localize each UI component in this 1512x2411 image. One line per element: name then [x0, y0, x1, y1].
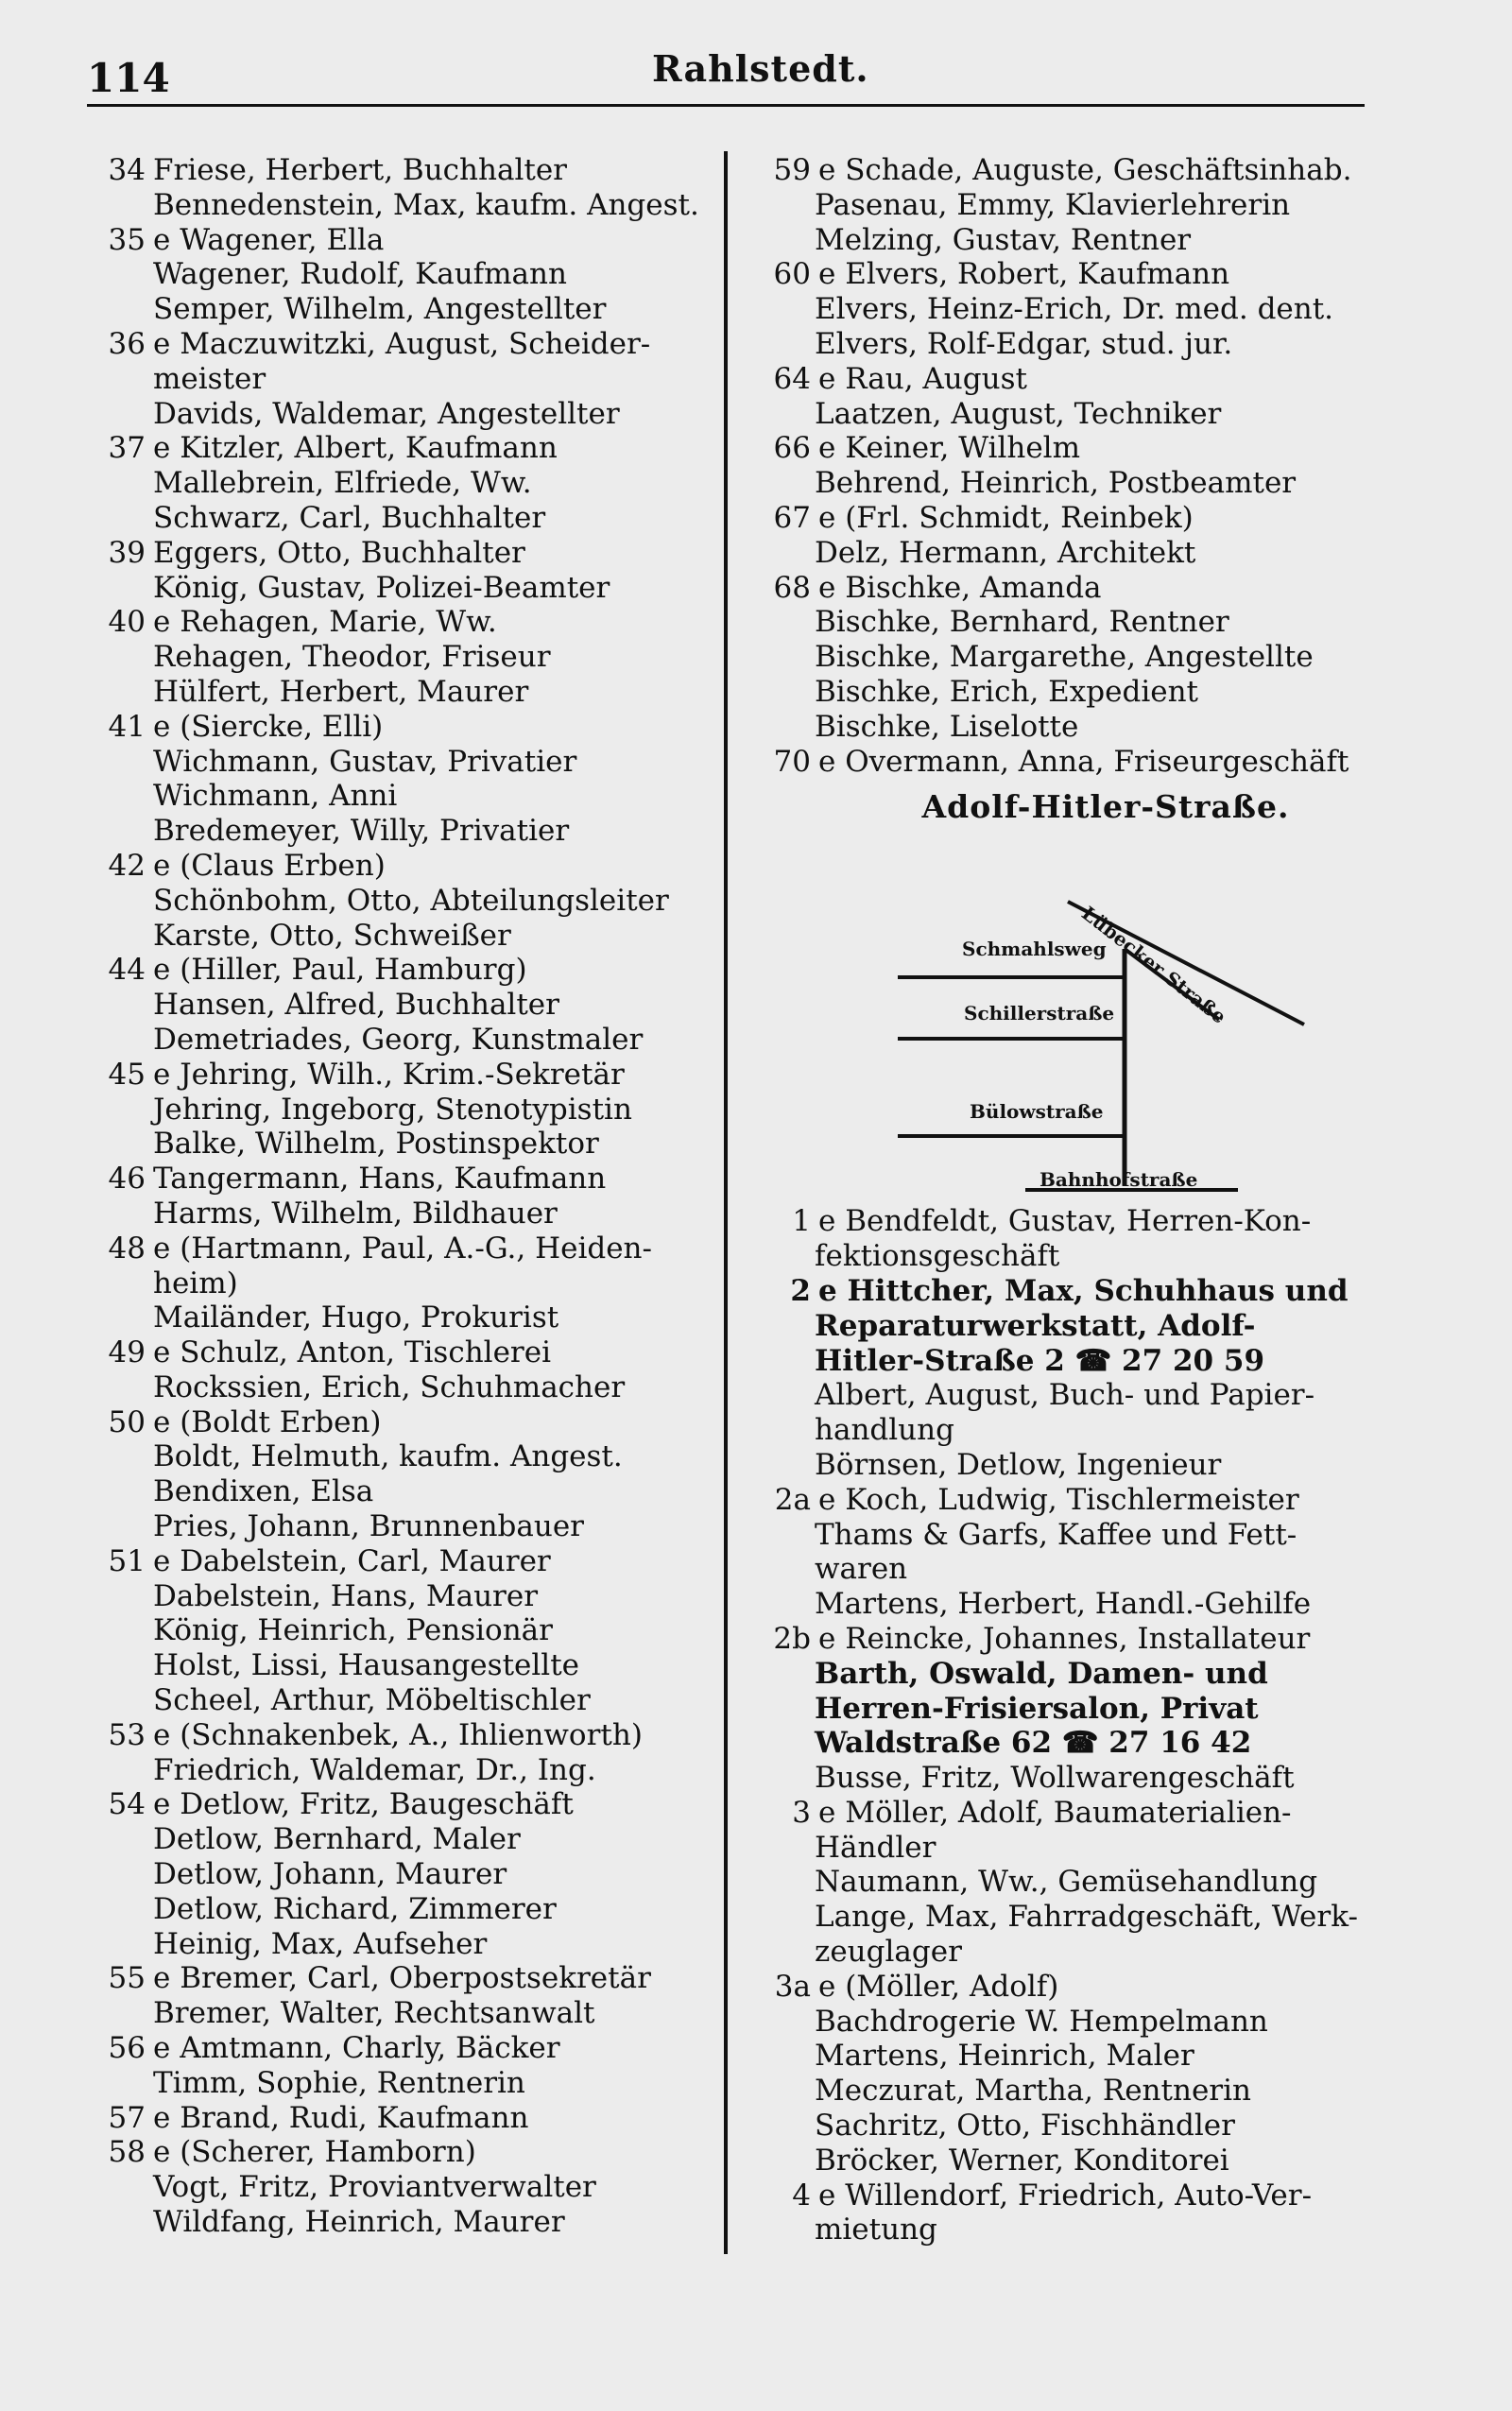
directory-entry-line	[756, 1622, 1418, 1657]
directory-entry-line	[94, 1405, 718, 1440]
entry-text: Mailänder, Hugo, Prokurist	[153, 1300, 559, 1335]
entry-text: Lange, Max, Fahrradgeschäft, Werk-	[815, 1900, 1358, 1935]
directory-entry-line	[94, 223, 718, 258]
entry-text: Vogt, Fritz, Proviantverwalter	[153, 2170, 596, 2205]
directory-entry-line	[756, 536, 1418, 571]
entry-text: Friese, Herbert, Buchhalter	[153, 153, 567, 187]
directory-entry-line	[94, 1857, 718, 1892]
entry-text: Schönbohm, Otto, Abteilungsleiter	[153, 883, 669, 918]
entry-text: Herren-Frisiersalon, Privat	[815, 1691, 1259, 1726]
house-number: 57	[108, 2100, 146, 2135]
entry-text: e Bendfeldt, Gustav, Herren-Kon-	[818, 1204, 1312, 1239]
house-number: 34	[108, 153, 146, 187]
directory-entry-line	[94, 1335, 718, 1370]
entry-text: Hülfert, Herbert, Maurer	[153, 674, 529, 709]
directory-entry-line	[94, 1718, 718, 1753]
entry-text: e Koch, Ludwig, Tischlermeister	[818, 1482, 1299, 1517]
house-number: 60	[773, 257, 811, 292]
directory-entry-line	[756, 188, 1418, 223]
entry-text: zeuglager	[815, 1935, 962, 1970]
directory-entry-line	[94, 536, 718, 571]
entry-text: mietung	[815, 2213, 937, 2247]
entry-text: Naumann, Ww., Gemüsehandlung	[815, 1865, 1318, 1900]
directory-entry-line	[94, 2205, 718, 2240]
house-number: 46	[108, 1162, 146, 1197]
directory-entry-line	[756, 1761, 1418, 1796]
entry-text: e Schade, Auguste, Geschäftsinhab.	[818, 153, 1352, 187]
entry-text: Bischke, Bernhard, Rentner	[815, 605, 1229, 640]
entry-text: e (Siercke, Elli)	[153, 709, 384, 744]
entry-text: Barth, Oswald, Damen- und	[815, 1656, 1268, 1691]
directory-entry-line	[94, 257, 718, 292]
street-map	[794, 835, 1399, 1204]
right-column	[756, 153, 1418, 2247]
house-number: 1	[792, 1204, 811, 1239]
house-number: 4	[792, 2178, 811, 2213]
directory-entry-line	[94, 2170, 718, 2205]
entry-text: Davids, Waldemar, Angestellter	[153, 396, 620, 431]
entry-text: Detlow, Richard, Zimmerer	[153, 1891, 557, 1926]
entry-text: Behrend, Heinrich, Postbeamter	[815, 466, 1297, 501]
directory-entry-line	[94, 1370, 718, 1405]
directory-entry-line	[94, 292, 718, 327]
house-number: 3	[792, 1795, 811, 1830]
entry-text: Bennedenstein, Max, kaufm. Angest.	[153, 187, 699, 222]
entry-text: e Rau, August	[818, 361, 1027, 396]
directory-entry-line	[94, 501, 718, 536]
entry-text: Bischke, Liselotte	[815, 709, 1079, 744]
directory-entry-line	[94, 2135, 718, 2170]
directory-entry-line	[94, 1439, 718, 1474]
directory-entry-line	[756, 2213, 1418, 2247]
directory-entry-line	[756, 327, 1418, 362]
directory-entry-line	[94, 1197, 718, 1231]
entry-text: e Detlow, Fritz, Baugeschäft	[153, 1787, 574, 1822]
entry-text: König, Gustav, Polizei-Beamter	[153, 570, 610, 605]
entry-text: Balke, Wilhelm, Postinspektor	[153, 1127, 599, 1162]
directory-entry-line	[756, 1796, 1418, 1831]
house-number: 54	[108, 1787, 146, 1822]
directory-entry-line	[756, 1935, 1418, 1970]
entry-text: Mallebrein, Elfriede, Ww.	[153, 466, 532, 501]
page-title: Rahlstedt.	[652, 47, 869, 90]
house-number: 3a	[774, 1969, 811, 2004]
entry-text: Bendixen, Elsa	[153, 1474, 374, 1509]
house-number: 70	[773, 744, 811, 779]
map-label-schmahlsweg: Schmahlsweg	[962, 938, 1107, 961]
directory-entry-line	[94, 1927, 718, 1962]
entry-text: Detlow, Johann, Maurer	[153, 1857, 507, 1892]
directory-entry-line	[756, 605, 1418, 640]
entry-text: Harms, Wilhelm, Bildhauer	[153, 1196, 558, 1231]
entry-text: Sachritz, Otto, Fischhändler	[815, 2109, 1235, 2144]
entry-text: Rehagen, Theodor, Friseur	[153, 640, 551, 675]
entry-text: König, Heinrich, Pensionär	[153, 1613, 553, 1648]
house-number: 49	[108, 1335, 146, 1370]
entry-text: Martens, Heinrich, Maler	[815, 2039, 1194, 2074]
entry-text: e Jehring, Wilh., Krim.-Sekretär	[153, 1057, 625, 1092]
entry-text: e Möller, Adolf, Baumaterialien-	[818, 1795, 1292, 1830]
right-column-bottom-entries	[756, 1204, 1418, 2247]
entry-text: Elvers, Rolf-Edgar, stud. jur.	[815, 326, 1233, 361]
entry-text: Waldstraße 62 ☎ 27 16 42	[815, 1726, 1252, 1761]
house-number: 39	[108, 535, 146, 570]
entry-text: handlung	[815, 1413, 954, 1448]
entry-text: Wichmann, Gustav, Privatier	[153, 744, 577, 779]
directory-entry-line	[756, 1448, 1418, 1483]
house-number: 36	[108, 326, 146, 361]
entry-text: Börnsen, Detlow, Ingenieur	[815, 1447, 1222, 1482]
house-number: 64	[773, 361, 811, 396]
house-number: 48	[108, 1231, 146, 1266]
directory-entry-line	[94, 397, 718, 432]
entry-text: Hansen, Alfred, Buchhalter	[153, 988, 559, 1023]
house-number: 55	[108, 1961, 146, 1996]
entry-text: Bredemeyer, Willy, Privatier	[153, 814, 570, 849]
entry-text: Dabelstein, Hans, Maurer	[153, 1578, 539, 1613]
entry-text: e Hittcher, Max, Schuhhaus und	[818, 1273, 1349, 1308]
directory-entry-line	[756, 2039, 1418, 2074]
directory-entry-line	[94, 1787, 718, 1822]
directory-entry-line	[94, 1822, 718, 1857]
entry-text: Bischke, Margarethe, Angestellte	[815, 640, 1314, 675]
directory-entry-line	[94, 1162, 718, 1197]
entry-text: e Rehagen, Marie, Ww.	[153, 605, 497, 640]
entry-text: e Maczuwitzki, August, Scheider-	[153, 326, 651, 361]
entry-text: Meczurat, Martha, Rentnerin	[815, 2074, 1251, 2109]
entry-text: Rockssien, Erich, Schuhmacher	[153, 1369, 626, 1404]
entry-text: e Wagener, Ella	[153, 222, 385, 257]
house-number: 58	[108, 2135, 146, 2170]
entry-text: Bischke, Erich, Expedient	[815, 674, 1198, 709]
entry-text: Händler	[815, 1830, 936, 1865]
entry-text: heim)	[153, 1266, 238, 1300]
entry-text: e (Hiller, Paul, Hamburg)	[153, 953, 527, 988]
directory-entry-line	[94, 1648, 718, 1683]
directory-entry-line	[756, 1239, 1418, 1274]
house-number: 45	[108, 1057, 146, 1092]
directory-entry-line	[94, 953, 718, 988]
entry-text: Hitler-Straße 2 ☎ 27 20 59	[815, 1343, 1265, 1378]
directory-entry-line	[756, 1309, 1418, 1344]
directory-entry-line	[756, 2109, 1418, 2144]
directory-entry-line	[94, 814, 718, 849]
house-number: 2b	[773, 1621, 811, 1656]
directory-entry-line	[756, 501, 1418, 536]
directory-entry-line	[756, 1204, 1418, 1239]
directory-entry-line	[94, 1892, 718, 1927]
entry-text: e (Hartmann, Paul, A.-G., Heiden-	[153, 1231, 652, 1266]
entry-text: Martens, Herbert, Handl.-Gehilfe	[815, 1587, 1312, 1622]
directory-entry-line	[94, 1996, 718, 2031]
entry-text: Demetriades, Georg, Kunstmaler	[153, 1022, 644, 1057]
directory-entry-line	[94, 675, 718, 710]
directory-entry-line	[94, 571, 718, 606]
entry-text: Thams & Garfs, Kaffee und Fett-	[815, 1517, 1297, 1552]
map-label-bahnhofstrasse: Bahnhofstraße	[1040, 1168, 1198, 1192]
directory-entry-line	[756, 1970, 1418, 2005]
directory-entry-line	[756, 1518, 1418, 1553]
entry-text: Wagener, Rudolf, Kaufmann	[153, 257, 567, 292]
street-heading: Adolf-Hitler-Straße.	[921, 788, 1290, 826]
directory-entry-line	[94, 1266, 718, 1301]
house-number: 2a	[774, 1482, 811, 1517]
house-number: 56	[108, 2031, 146, 2066]
entry-text: Wildfang, Heinrich, Maurer	[153, 2205, 565, 2240]
house-number: 50	[108, 1404, 146, 1439]
map-label-buelowstrasse: Bülowstraße	[970, 1100, 1104, 1124]
entry-text: e Elvers, Robert, Kaufmann	[818, 257, 1230, 292]
entry-text: Bachdrogerie W. Hempelmann	[815, 2004, 1268, 2039]
entry-text: e (Claus Erben)	[153, 848, 386, 883]
entry-text: e (Möller, Adolf)	[818, 1969, 1059, 2004]
directory-entry-line	[756, 362, 1418, 397]
directory-entry-line	[756, 2179, 1418, 2213]
entry-text: e Dabelstein, Carl, Maurer	[153, 1543, 551, 1578]
directory-entry-line	[756, 257, 1418, 292]
directory-entry-line	[756, 710, 1418, 745]
directory-entry-line	[756, 431, 1418, 466]
directory-entry-line	[756, 292, 1418, 327]
entry-text: Friedrich, Waldemar, Dr., Ing.	[153, 1752, 596, 1787]
header-rule	[87, 104, 1365, 107]
directory-entry-line	[94, 1474, 718, 1509]
directory-entry-line	[94, 884, 718, 919]
directory-entry-line	[756, 1344, 1418, 1379]
entry-text: e Willendorf, Friedrich, Auto-Ver-	[818, 2178, 1313, 2213]
right-column-top-entries	[756, 153, 1418, 779]
directory-entry-line	[94, 1093, 718, 1128]
entry-text: Scheel, Arthur, Möbeltischler	[153, 1683, 591, 1718]
house-number: 53	[108, 1717, 146, 1752]
house-number: 66	[773, 431, 811, 466]
directory-entry-line	[756, 153, 1418, 188]
entry-text: e (Schnakenbek, A., Ihlienworth)	[153, 1717, 643, 1752]
entry-text: Pries, Johann, Brunnenbauer	[153, 1509, 584, 1544]
directory-entry-line	[94, 1127, 718, 1162]
entry-text: e Bischke, Amanda	[818, 570, 1102, 605]
directory-entry-line	[94, 431, 718, 466]
entry-text: Karste, Otto, Schweißer	[153, 918, 511, 953]
entry-text: Bröcker, Werner, Konditorei	[815, 2143, 1229, 2178]
directory-entry-line	[94, 745, 718, 780]
directory-entry-line	[756, 1726, 1418, 1761]
entry-text: meister	[153, 361, 266, 396]
directory-entry-line	[756, 1657, 1418, 1692]
house-number: 67	[773, 500, 811, 535]
directory-entry-line	[94, 188, 718, 223]
entry-text: e Schulz, Anton, Tischlerei	[153, 1335, 551, 1370]
directory-entry-line	[94, 849, 718, 884]
entry-text: Elvers, Heinz-Erich, Dr. med. dent.	[815, 292, 1334, 327]
directory-entry-line	[94, 153, 718, 188]
entry-text: e Overmann, Anna, Friseurgeschäft	[818, 744, 1349, 779]
directory-entry-line	[94, 1544, 718, 1579]
entry-text: Albert, August, Buch- und Papier-	[815, 1378, 1315, 1413]
page-number: 114	[87, 55, 170, 101]
directory-entry-line	[756, 571, 1418, 606]
directory-entry-line	[94, 2031, 718, 2066]
entry-text: e (Frl. Schmidt, Reinbek)	[818, 500, 1194, 535]
map-label-schillerstrasse: Schillerstraße	[964, 1002, 1115, 1025]
directory-entry-line	[756, 466, 1418, 501]
entry-text: Schwarz, Carl, Buchhalter	[153, 500, 546, 535]
directory-entry-line	[756, 745, 1418, 780]
directory-entry-line	[756, 2144, 1418, 2179]
entry-text: e (Scherer, Hamborn)	[153, 2135, 476, 2170]
directory-entry-line	[94, 919, 718, 954]
house-number: 59	[773, 153, 811, 187]
map-label-luebecker-strasse: Lübecker Straße	[1077, 902, 1231, 1029]
directory-entry-line	[94, 1753, 718, 1788]
directory-entry-line	[94, 2066, 718, 2101]
directory-entry-line	[756, 1831, 1418, 1866]
entry-text: Wichmann, Anni	[153, 779, 398, 814]
entry-text: Jehring, Ingeborg, Stenotypistin	[153, 1092, 632, 1127]
entry-text: e Kitzler, Albert, Kaufmann	[153, 431, 558, 466]
entry-text: fektionsgeschäft	[815, 1239, 1060, 1274]
directory-entry-line	[756, 2005, 1418, 2040]
directory-entry-line	[756, 2074, 1418, 2109]
directory-entry-line	[94, 466, 718, 501]
entry-text: Pasenau, Emmy, Klavierlehrerin	[815, 187, 1291, 222]
directory-entry-line	[94, 1058, 718, 1093]
house-number: 51	[108, 1543, 146, 1578]
entry-text: Heinig, Max, Aufseher	[153, 1926, 488, 1961]
house-number: 37	[108, 431, 146, 466]
column-divider	[724, 151, 728, 2254]
directory-entry-line	[756, 1552, 1418, 1587]
entry-text: Detlow, Bernhard, Maler	[153, 1822, 521, 1857]
directory-entry-line	[756, 1413, 1418, 1448]
directory-entry-line	[756, 1692, 1418, 1727]
directory-entry-line	[94, 640, 718, 675]
directory-entry-line	[94, 1683, 718, 1718]
entry-text: Boldt, Helmuth, kaufm. Angest.	[153, 1439, 623, 1474]
entry-text: Tangermann, Hans, Kaufmann	[153, 1162, 607, 1197]
entry-text: Melzing, Gustav, Rentner	[815, 222, 1192, 257]
directory-entry-line	[756, 1483, 1418, 1518]
entry-text: e Brand, Rudi, Kaufmann	[153, 2100, 529, 2135]
directory-entry-line	[94, 1961, 718, 1996]
directory-entry-line	[94, 988, 718, 1023]
entry-text: e Keiner, Wilhelm	[818, 431, 1080, 466]
directory-entry-line	[756, 1274, 1418, 1309]
directory-entry-line	[94, 1613, 718, 1648]
house-number: 35	[108, 222, 146, 257]
left-column	[94, 153, 718, 2240]
directory-entry-line	[94, 1579, 718, 1614]
directory-entry-line	[756, 675, 1418, 710]
directory-entry-line	[94, 2101, 718, 2136]
entry-text: Semper, Wilhelm, Angestellter	[153, 292, 607, 327]
house-number: 41	[108, 709, 146, 744]
entry-text: Holst, Lissi, Hausangestellte	[153, 1648, 579, 1683]
directory-entry-line	[94, 362, 718, 397]
directory-entry-line	[94, 1023, 718, 1058]
house-number: 44	[108, 953, 146, 988]
directory-entry-line	[94, 605, 718, 640]
entry-text: Busse, Fritz, Wollwarengeschäft	[815, 1761, 1295, 1796]
directory-entry-line	[756, 640, 1418, 675]
entry-text: Eggers, Otto, Buchhalter	[153, 535, 525, 570]
directory-entry-line	[756, 1865, 1418, 1900]
directory-entry-line	[94, 1231, 718, 1266]
house-number: 68	[773, 570, 811, 605]
entry-text: Laatzen, August, Techniker	[815, 396, 1222, 431]
directory-entry-line	[94, 1509, 718, 1544]
directory-entry-line	[94, 779, 718, 814]
entry-text: e Amtmann, Charly, Bäcker	[153, 2031, 560, 2066]
house-number: 2	[790, 1273, 811, 1308]
directory-entry-line	[756, 1587, 1418, 1622]
entry-text: e Reincke, Johannes, Installateur	[818, 1621, 1311, 1656]
entry-text: e Bremer, Carl, Oberpostsekretär	[153, 1961, 651, 1996]
house-number: 42	[108, 848, 146, 883]
directory-entry-line	[756, 397, 1418, 432]
entry-text: Reparaturwerkstatt, Adolf-	[815, 1308, 1256, 1343]
directory-entry-line	[94, 1300, 718, 1335]
entry-text: Timm, Sophie, Rentnerin	[153, 2065, 525, 2100]
entry-text: Bremer, Walter, Rechtsanwalt	[153, 1996, 595, 2031]
entry-text: Delz, Hermann, Architekt	[815, 535, 1196, 570]
directory-entry-line	[94, 710, 718, 745]
directory-entry-line	[756, 1900, 1418, 1935]
directory-entry-line	[94, 327, 718, 362]
directory-entry-line	[756, 223, 1418, 258]
house-number: 40	[108, 605, 146, 640]
directory-entry-line	[756, 1378, 1418, 1413]
entry-text: waren	[815, 1552, 908, 1587]
entry-text: e (Boldt Erben)	[153, 1404, 382, 1439]
